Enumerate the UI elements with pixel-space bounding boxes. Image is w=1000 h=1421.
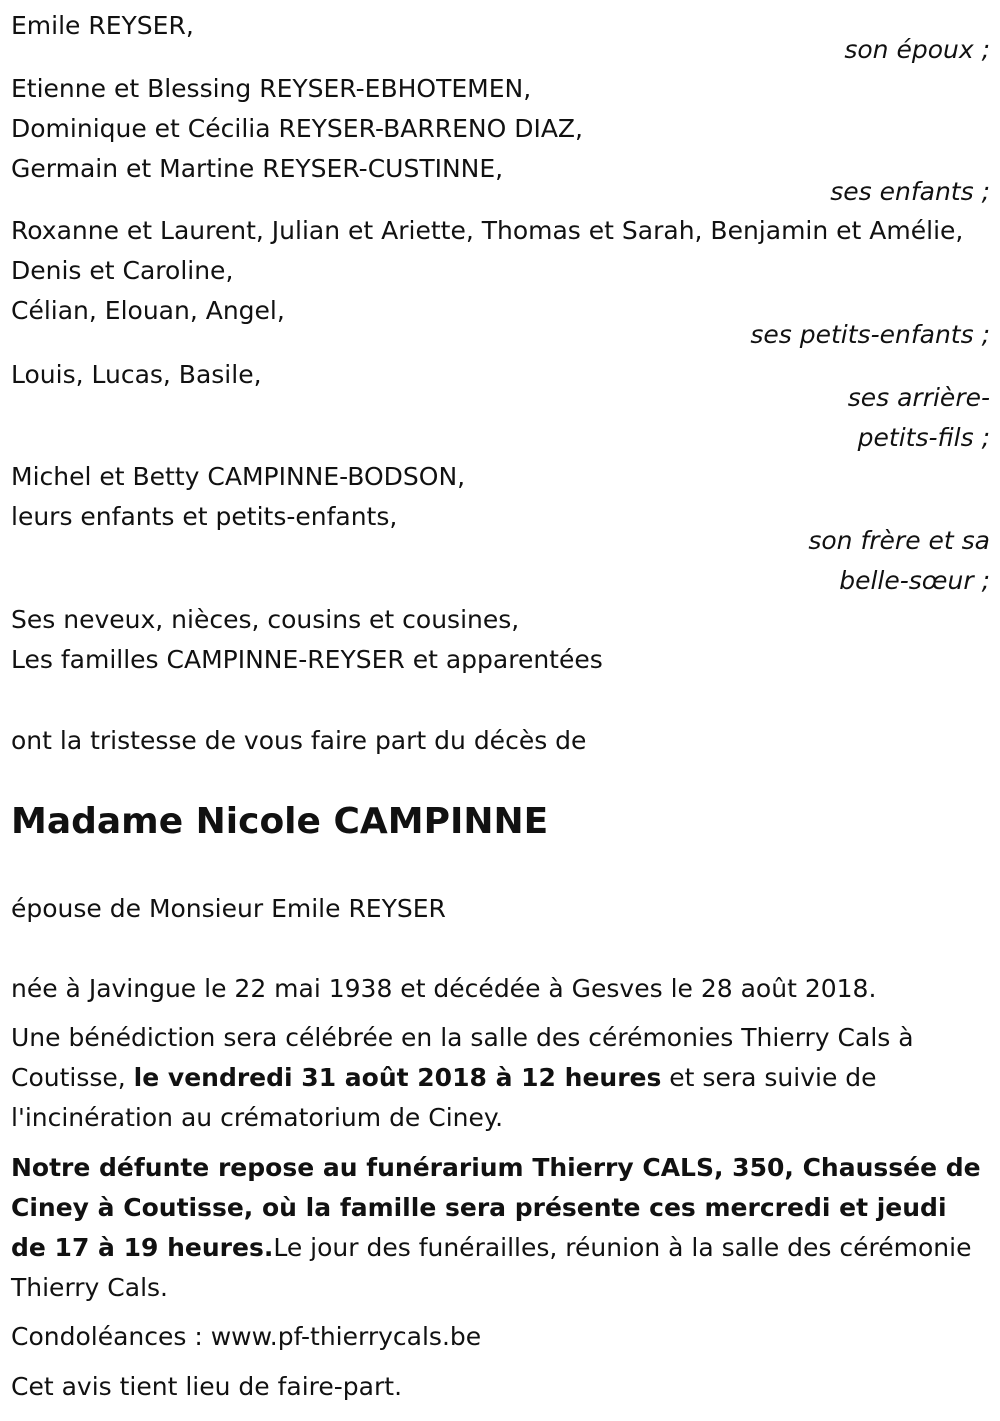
- siblings-name: leurs enfants et petits-enfants,: [11, 502, 398, 531]
- ceremony-paragraph: [11, 1018, 990, 1138]
- great-grandchildren-role-line: ses arrière-: [847, 383, 990, 412]
- ceremony-text-end: et sera suivie de l'incinération au crématorium de Ciney.: [11, 1063, 877, 1132]
- children-name: Dominique et Cécilia REYSER-BARRENO DIAZ,: [11, 114, 583, 143]
- great-grandchildren-name: Louis, Lucas, Basile,: [11, 360, 262, 389]
- grandchildren-name: Célian, Elouan, Angel,: [11, 296, 285, 325]
- siblings-role-line: belle-sœur ;: [839, 566, 990, 595]
- siblings-role: [808, 521, 990, 601]
- visitation-text: Le jour des funérailles, réunion à la salle des cérémonie Thierry Cals.: [11, 1233, 972, 1302]
- deceased-name: Madame Nicole CAMPINNE: [11, 801, 549, 842]
- spouse-of-text: épouse de Monsieur Emile REYSER: [11, 894, 446, 923]
- visitation-paragraph: [11, 1148, 990, 1308]
- spouse-name: Emile REYSER,: [11, 11, 194, 40]
- great-grandchildren-role: [848, 378, 990, 458]
- grandchildren-name: Roxanne et Laurent, Julian et Ariette, Thomas et Sarah, Benjamin et Amélie, Denis et Caroline,: [11, 216, 964, 285]
- great-grandchildren-role-line: petits-fils ;: [857, 423, 990, 452]
- grandchildren-role: ses petits-enfants ;: [750, 320, 990, 349]
- siblings-name: Michel et Betty CAMPINNE-BODSON,: [11, 462, 466, 491]
- spouse-role: son époux ;: [844, 35, 990, 64]
- children-list: [11, 69, 990, 189]
- ceremony-text: Une bénédiction sera célébrée en la salle des cérémonies Thierry Cals à Coutisse,: [11, 1023, 914, 1092]
- siblings-role-line: son frère et sa: [808, 526, 990, 555]
- children-name: Germain et Martine REYSER-CUSTINNE,: [11, 154, 504, 183]
- grandchildren-list: [11, 211, 990, 331]
- extended-family: [11, 600, 990, 680]
- closing-text: Cet avis tient lieu de faire-part.: [11, 1372, 403, 1401]
- children-role: ses enfants ;: [830, 177, 990, 206]
- ceremony-date: le vendredi 31 août 2018 à 12 heures: [133, 1063, 662, 1092]
- children-name: Etienne et Blessing REYSER-EBHOTEMEN,: [11, 74, 532, 103]
- extended-family-line: Ses neveux, nièces, cousins et cousines,: [11, 605, 520, 634]
- condolences-text: Condoléances : www.pf-thierrycals.be: [11, 1322, 482, 1351]
- birth-death-text: née à Javingue le 22 mai 1938 et décédée à Gesves le 28 août 2018.: [11, 974, 877, 1003]
- extended-family-line: Les familles CAMPINNE-REYSER et apparentées: [11, 645, 603, 674]
- announcement-text: ont la tristesse de vous faire part du décès de: [11, 726, 587, 755]
- visitation-details: Notre défunte repose au funérarium Thierry CALS, 350, Chaussée de Ciney à Coutisse, où la famille sera présente ces mercredi et jeudi de 17 à 19 heures.: [11, 1153, 981, 1262]
